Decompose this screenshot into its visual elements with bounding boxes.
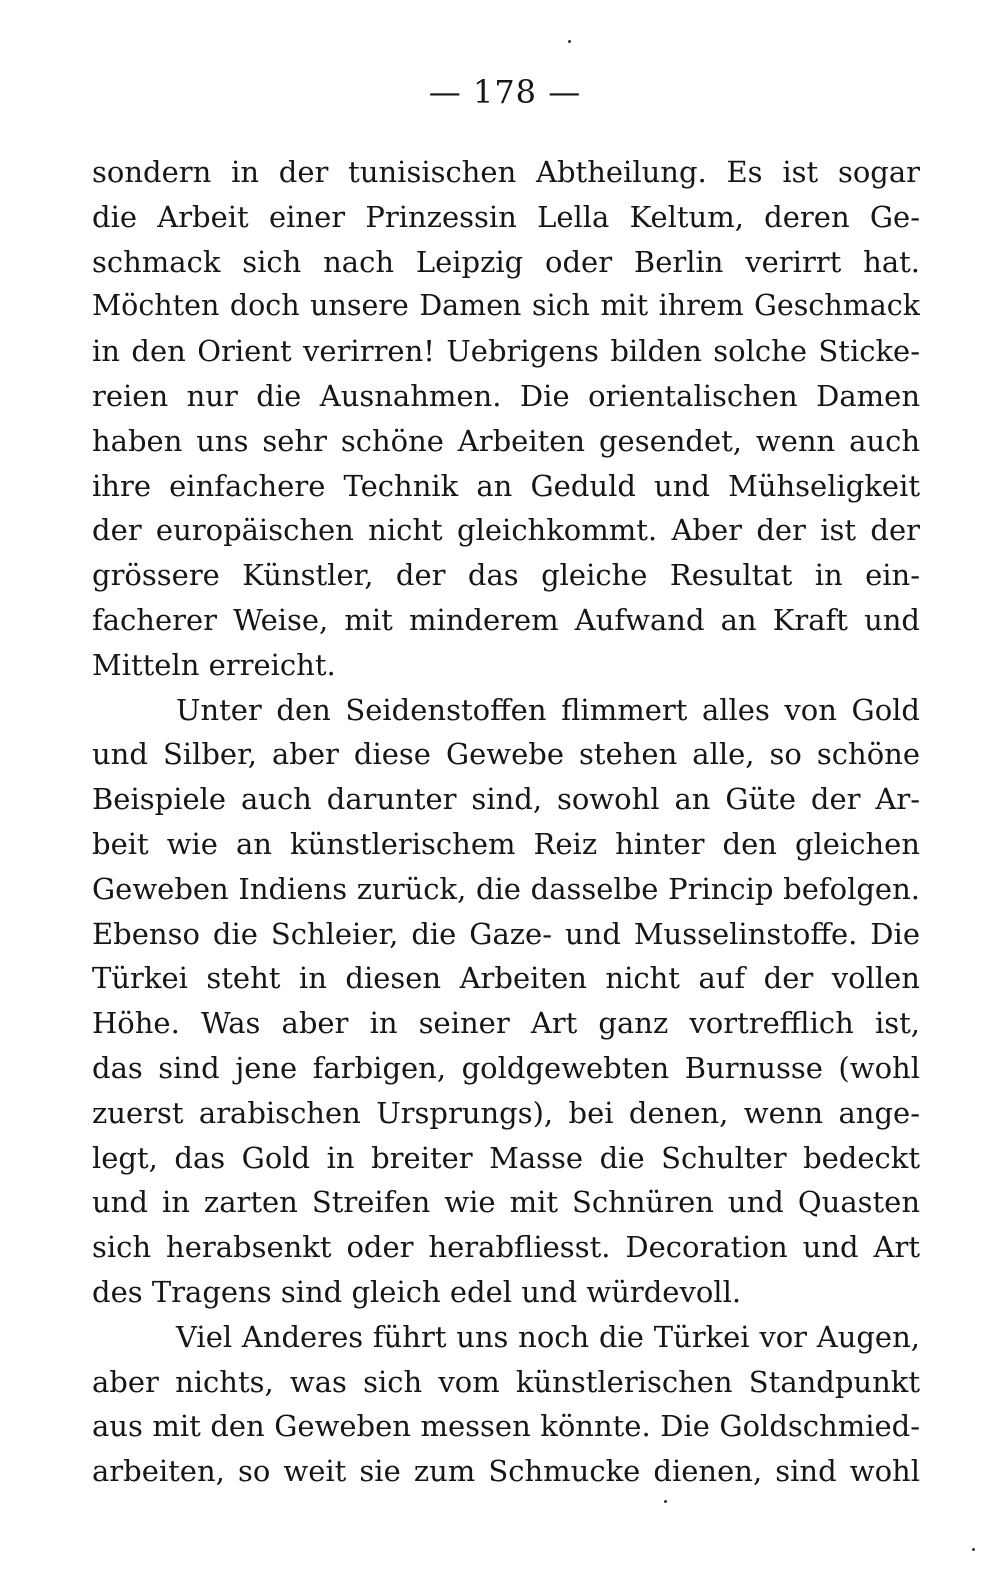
text-line: in den Orient verirren! Uebrigens bilden solche Sticke-: [92, 334, 920, 369]
text-line: Mitteln erreicht.: [92, 647, 336, 682]
text-line: und Silber, aber diese Gewebe stehen alle, so schöne: [92, 737, 920, 772]
scan-speck: [972, 1548, 975, 1551]
text-line: ihre einfachere Technik an Geduld und Mühseligkeit: [92, 468, 920, 503]
page-number: — 178 —: [428, 73, 582, 111]
text-line: aber nichts, was sich vom künstlerischen Standpunkt: [92, 1364, 920, 1399]
text-line: haben uns sehr schöne Arbeiten gesendet, wenn auch: [92, 423, 920, 458]
scan-speck: [664, 1500, 667, 1503]
text-line: des Tragens sind gleich edel und würdevoll.: [92, 1274, 742, 1309]
text-line: Unter den Seidenstoffen flimmert alles von Gold: [176, 692, 920, 727]
text-line: aus mit den Geweben messen könnte. Die Goldschmied-: [92, 1409, 920, 1444]
text-line: der europäischen nicht gleichkommt. Aber der ist der: [92, 513, 920, 548]
text-line: beit wie an künstlerischem Reiz hinter den gleichen: [92, 826, 920, 861]
text-line: schmack sich nach Leipzig oder Berlin verirrt hat.: [92, 244, 920, 279]
body-text: [92, 150, 920, 1494]
text-line: Möchten doch unsere Damen sich mit ihrem Geschmack: [92, 289, 920, 323]
text-line: das sind jene farbigen, goldgewebten Burnusse (wohl: [92, 1050, 920, 1085]
text-line: Höhe. Was aber in seiner Art ganz vortrefflich ist,: [92, 1006, 920, 1041]
text-line: die Arbeit einer Prinzessin Lella Keltum, deren Ge-: [92, 199, 920, 234]
text-line: zuerst arabischen Ursprungs), bei denen, wenn ange-: [92, 1095, 920, 1130]
text-line: Geweben Indiens zurück, die dasselbe Princip befolgen.: [92, 871, 920, 906]
text-line: reien nur die Ausnahmen. Die orientalischen Damen: [92, 378, 920, 413]
scan-speck: [568, 40, 571, 43]
text-line: legt, das Gold in breiter Masse die Schulter bedeckt: [92, 1140, 920, 1175]
text-line: sich herabsenkt oder herabfliesst. Decoration und Art: [92, 1230, 920, 1265]
text-line: Viel Anderes führt uns noch die Türkei vor Augen,: [176, 1319, 920, 1354]
text-line: arbeiten, so weit sie zum Schmucke dienen, sind wohl: [92, 1454, 920, 1489]
text-line: Türkei steht in diesen Arbeiten nicht auf der vollen: [92, 961, 920, 996]
text-line: und in zarten Streifen wie mit Schnüren und Quasten: [92, 1185, 920, 1220]
text-line: facherer Weise, mit minderem Aufwand an Kraft und: [92, 602, 920, 637]
text-line: sondern in der tunisischen Abtheilung. Es ist sogar: [92, 155, 920, 189]
text-line: Beispiele auch darunter sind, sowohl an Güte der Ar-: [92, 782, 920, 817]
text-line: grössere Künstler, der das gleiche Resultat in ein-: [92, 558, 920, 593]
text-line: Ebenso die Schleier, die Gaze- und Musselinstoffe. Die: [92, 916, 920, 951]
